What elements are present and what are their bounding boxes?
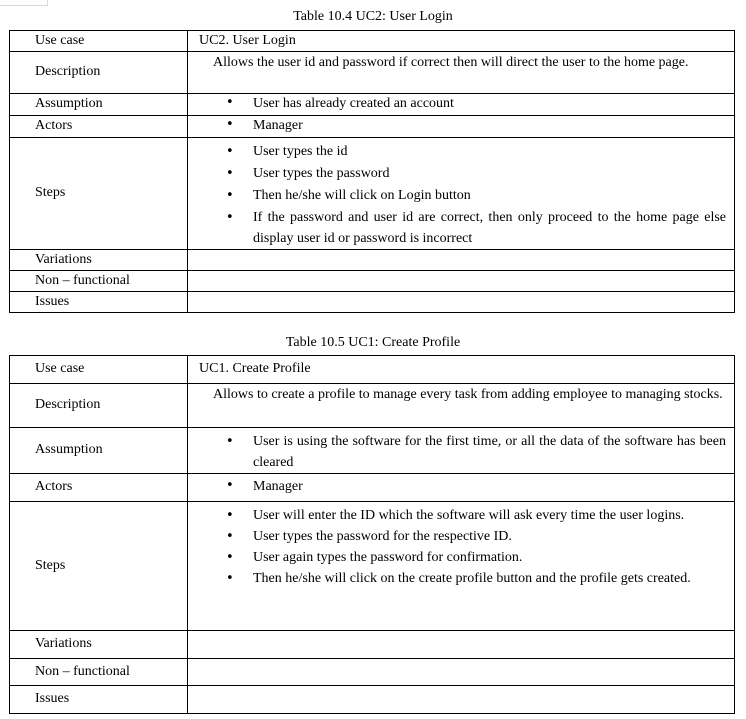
row-variations xyxy=(10,631,735,659)
value-steps xyxy=(188,138,735,250)
row-issues xyxy=(10,686,735,714)
label-non-functional: Non – functional xyxy=(10,271,188,292)
value-steps xyxy=(188,502,735,631)
label-description: Description xyxy=(10,384,188,428)
label-use-case: Use case xyxy=(10,356,188,384)
use-case-table-create-profile xyxy=(9,355,735,714)
label-use-case: Use case xyxy=(10,31,188,52)
step-item: • User types the password for the respective ID. xyxy=(199,526,726,547)
label-issues: Issues xyxy=(10,686,188,714)
label-actors: Actors xyxy=(10,116,188,138)
value-description: Allows the user id and password if correct then will direct the user to the home page. xyxy=(188,52,735,94)
label-assumption: Assumption xyxy=(10,428,188,474)
step-item: • User types the password xyxy=(199,163,726,185)
value-assumption xyxy=(188,94,735,116)
value-actors xyxy=(188,116,735,138)
row-use-case xyxy=(10,356,735,384)
table-caption-create-profile: Table 10.5 UC1: Create Profile xyxy=(285,335,461,350)
step-item: • Then he/she will click on Login button xyxy=(199,185,726,207)
assumption-item: • User has already created an account xyxy=(199,96,726,112)
label-non-functional: Non – functional xyxy=(10,659,188,686)
step-item: • User again types the password for confirmation. xyxy=(199,547,726,568)
value-assumption xyxy=(188,428,735,474)
label-variations: Variations xyxy=(10,250,188,271)
assumption-item: • User is using the software for the first time, or all the data of the software has been cleared xyxy=(199,431,726,473)
row-description xyxy=(10,52,735,94)
row-steps xyxy=(10,138,735,250)
table-caption-user-login: Table 10.4 UC2: User Login xyxy=(293,9,453,24)
row-non-functional xyxy=(10,271,735,292)
label-actors: Actors xyxy=(10,474,188,502)
step-item: • Then he/she will click on the create profile button and the profile gets created. xyxy=(199,568,726,589)
row-variations xyxy=(10,250,735,271)
label-variations: Variations xyxy=(10,631,188,659)
value-use-case: UC1. Create Profile xyxy=(188,356,735,384)
value-variations xyxy=(188,250,735,271)
value-actors xyxy=(188,474,735,502)
use-case-table-user-login xyxy=(9,30,735,313)
label-steps: Steps xyxy=(10,502,188,631)
step-item: • User types the id xyxy=(199,141,726,163)
actor-item: • Manager xyxy=(199,118,726,134)
row-actors xyxy=(10,474,735,502)
row-steps xyxy=(10,502,735,631)
row-assumption xyxy=(10,94,735,116)
label-issues: Issues xyxy=(10,292,188,313)
value-description: Allows to create a profile to manage every task from adding employee to managing stocks. xyxy=(188,384,735,428)
actor-item: • Manager xyxy=(199,479,726,495)
row-non-functional xyxy=(10,659,735,686)
corner-mark xyxy=(0,0,48,6)
label-steps: Steps xyxy=(10,138,188,250)
value-non-functional xyxy=(188,659,735,686)
step-item: • If the password and user id are correct, then only proceed to the home page else display user id or password is incorrect xyxy=(199,207,726,249)
value-issues xyxy=(188,292,735,313)
value-use-case: UC2. User Login xyxy=(188,31,735,52)
row-actors xyxy=(10,116,735,138)
row-assumption xyxy=(10,428,735,474)
value-non-functional xyxy=(188,271,735,292)
step-item: • User will enter the ID which the software will ask every time the user logins. xyxy=(199,505,726,526)
label-description: Description xyxy=(10,52,188,94)
row-issues xyxy=(10,292,735,313)
value-variations xyxy=(188,631,735,659)
label-assumption: Assumption xyxy=(10,94,188,116)
row-description xyxy=(10,384,735,428)
value-issues xyxy=(188,686,735,714)
row-use-case xyxy=(10,31,735,52)
